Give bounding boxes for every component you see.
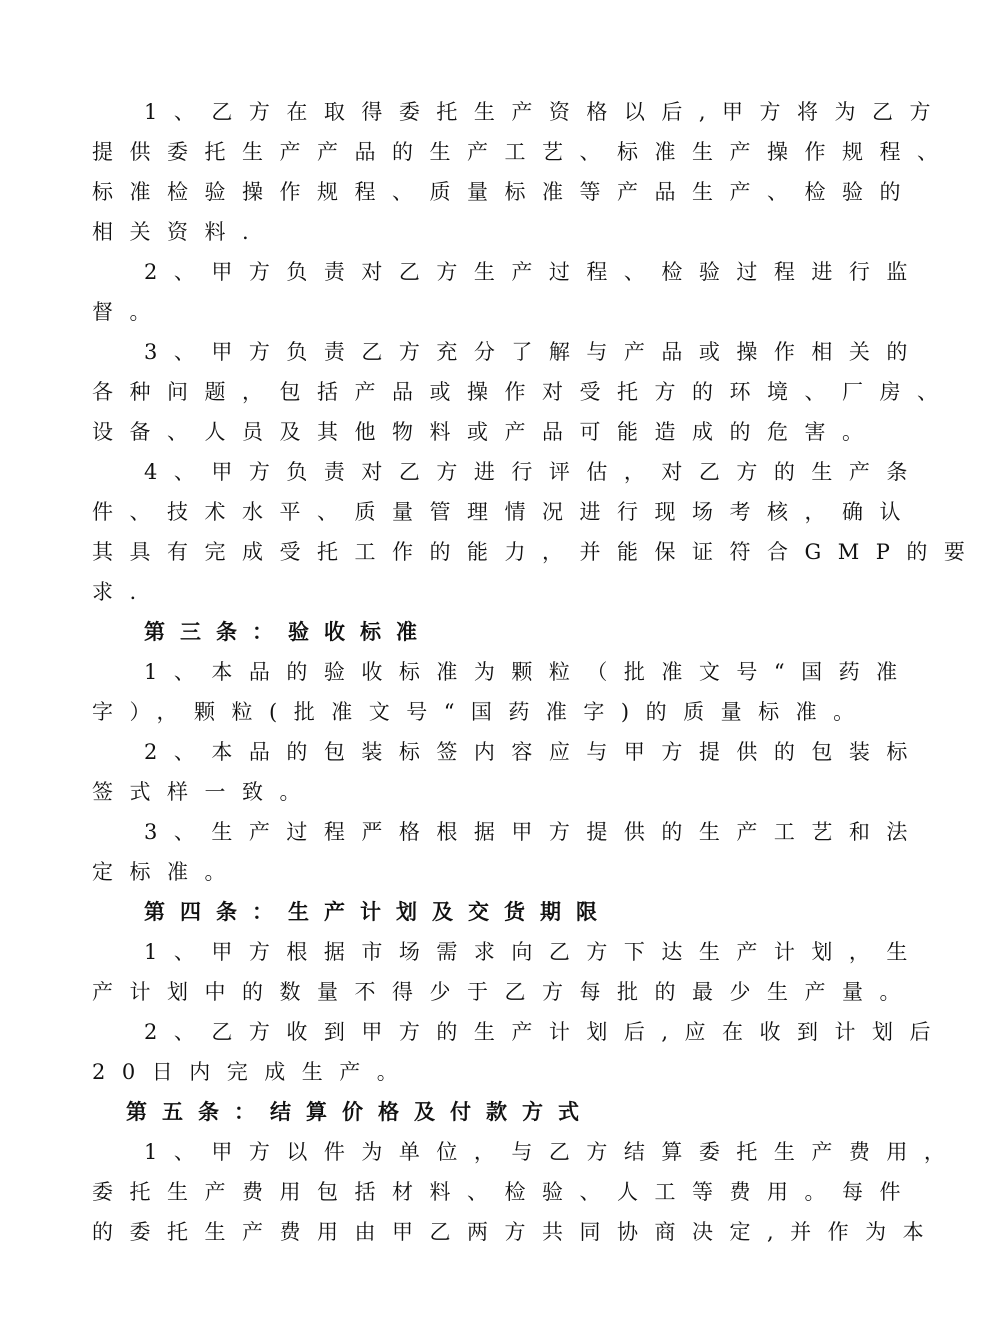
paragraph-line: 2、甲方负责对乙方生产过程、检验过程进行监 (144, 260, 924, 284)
paragraph-line: 20日内完成生产。 (92, 1060, 415, 1084)
paragraph-line: 各种问题，包括产品或操作对受托方的环境、厂房、 (92, 380, 955, 404)
paragraph-line: 字），颗粒(批准文号“国药准字)的质量标准。 (92, 700, 871, 724)
paragraph-line: 委托生产费用包括材料、检验、人工等费用。每件 (92, 1180, 917, 1204)
paragraph-line: 3、生产过程严格根据甲方提供的生产工艺和法 (144, 820, 924, 844)
paragraph-line: 相关资料. (92, 220, 266, 244)
paragraph-line: 1、乙方在取得委托生产资格以后,甲方将为乙方 (144, 100, 948, 124)
paragraph-line: 标准检验操作规程、质量标准等产品生产、检验的 (92, 180, 917, 204)
section-heading: 第三条：验收标准 (144, 619, 432, 644)
paragraph-line: 2、乙方收到甲方的生产计划后,应在收到计划后 (144, 1020, 948, 1044)
paragraph-line: 1、甲方根据市场需求向乙方下达生产计划，生 (144, 940, 924, 964)
paragraph-line: 产计划中的数量不得少于乙方每批的最少生产量。 (92, 980, 917, 1004)
paragraph-line: 签式样一致。 (92, 780, 317, 804)
section-heading: 第四条：生产计划及交货期限 (144, 899, 612, 924)
paragraph-line: 1、本品的验收标准为颗粒（批准文号“国药准 (144, 660, 914, 684)
paragraph-line: 件、技术水平、质量管理情况进行现场考核，确认 (92, 500, 917, 524)
paragraph-line: 督。 (92, 300, 167, 324)
paragraph-line: 的委托生产费用由甲乙两方共同协商决定,并作为本 (92, 1220, 941, 1244)
section-heading: 第五条：结算价格及付款方式 (126, 1099, 594, 1124)
paragraph-line: 3、甲方负责乙方充分了解与产品或操作相关的 (144, 340, 924, 364)
paragraph-line: 求. (92, 580, 153, 604)
paragraph-line: 提供委托生产产品的生产工艺、标准生产操作规程、 (92, 140, 955, 164)
paragraph-line: 其具有完成受托工作的能力，并能保证符合GMP的要 (92, 540, 981, 564)
paragraph-line: 设备、人员及其他物料或产品可能造成的危害。 (92, 420, 880, 444)
paragraph-line: 1、甲方以件为单位，与乙方结算委托生产费用， (144, 1140, 962, 1164)
paragraph-line: 定标准。 (92, 860, 242, 884)
paragraph-line: 2、本品的包装标签内容应与甲方提供的包装标 (144, 740, 924, 764)
paragraph-line: 4、甲方负责对乙方进行评估，对乙方的生产条 (144, 460, 924, 484)
